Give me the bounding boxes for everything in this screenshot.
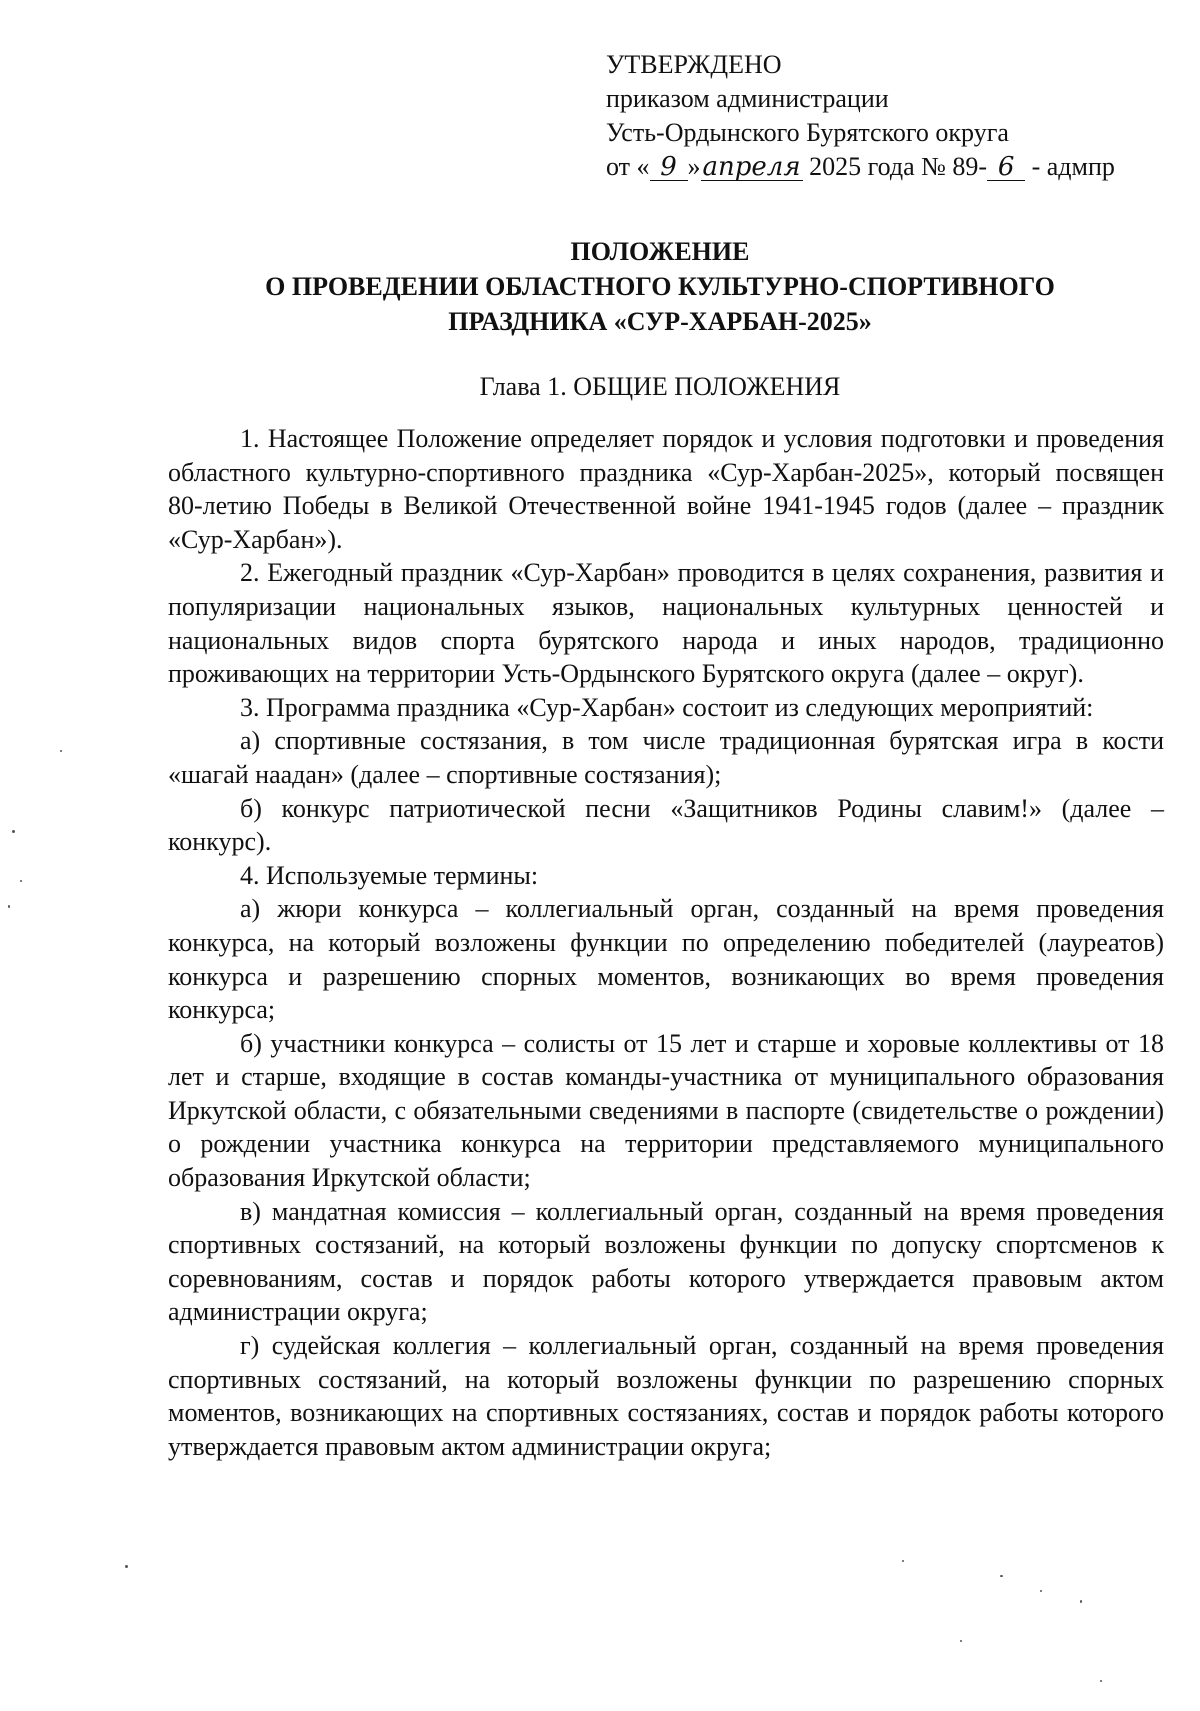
handwritten-day: 9: [650, 154, 688, 181]
paragraph-4b: б) участники конкурса – солисты от 15 лет и старше и хоровые коллективы от 18 лет и старше, входящие в состав команды-участника от муниципального образования Иркутской области, с обязательными сведениями в паспорте (свидетельстве о рождении) о рождении участника конкурса на территории представляемого муниципального образования Иркутской области;: [168, 1028, 1164, 1193]
date-prefix: от «: [606, 152, 650, 181]
scan-speck: [1000, 1575, 1003, 1577]
scan-speck: [1040, 1590, 1042, 1592]
paragraph-3: 3. Программа праздника «Сур-Харбан» состоит из следующих мероприятий:: [240, 692, 1094, 722]
order-suffix: - адмпр: [1025, 152, 1115, 181]
scan-speck: [20, 880, 22, 882]
scan-speck: [8, 905, 10, 908]
paragraph-4c: в) мандатная комиссия – коллегиальный орган, созданный на время проведения спортивных состязаний, на который возложены функции по допуску спортсменов к соревнованиям, состав и порядок работы которого утверждается правовым актом администрации округа;: [168, 1196, 1164, 1327]
title-line-3: ПРАЗДНИКА «СУР-ХАРБАН-2025»: [448, 307, 872, 336]
paragraph-4a: а) жюри конкурса – коллегиальный орган, созданный на время проведения конкурса, на который возложены функции по определению победителей (лауреатов) конкурса и разрешению спорных моментов, возникающих во время проведения конкурса;: [168, 894, 1164, 1025]
paragraph-3b: б) конкурс патриотической песни «Защитников Родины славим!» (далее – конкурс).: [168, 793, 1164, 857]
document-title: [160, 234, 1160, 339]
scan-speck: [1100, 1680, 1102, 1682]
approval-block: [606, 48, 1166, 184]
title-line-1: ПОЛОЖЕНИЕ: [570, 237, 750, 266]
approval-line-order: приказом администрации: [606, 84, 889, 113]
chapter-heading: Глава 1. ОБЩИЕ ПОЛОЖЕНИЯ: [479, 372, 841, 401]
paragraph-1: 1. Настоящее Положение определяет порядок и условия подготовки и проведения областного культурно-спортивного праздника «Сур-Харбан-2025», который посвящен 80-летию Победы в Великой Отечественной войне 1941-1945 годов (далее – праздник «Сур-Харбан»).: [168, 424, 1164, 554]
scan-speck: [125, 1565, 128, 1568]
date-mid: »: [687, 152, 701, 181]
approval-date-line: [606, 150, 1166, 184]
paragraph-4: 4. Используемые термины:: [240, 860, 539, 890]
paragraph-3a: а) спортивные состязания, в том числе традиционная бурятская игра в кости «шагай наадан» (далее – спортивные состязания);: [168, 726, 1164, 789]
handwritten-month: апреля: [702, 152, 801, 182]
scan-speck: [60, 750, 62, 752]
date-suffix: 2025 года № 89-: [802, 152, 988, 181]
scan-speck: [902, 1560, 904, 1562]
document-body: [168, 422, 1164, 1463]
scan-speck: [12, 830, 15, 833]
paragraph-4d: г) судейская коллегия – коллегиальный орган, созданный на время проведения спортивных состязаний, на который возложены функции по разрешению спорных моментов, возникающих на спортивных состязаниях, состав и порядок работы которого утверждается правовым актом администрации округа;: [168, 1331, 1164, 1461]
handwritten-order-number: 6: [987, 154, 1025, 181]
scan-speck: [1080, 1600, 1082, 1603]
paragraph-2: 2. Ежегодный праздник «Сур-Харбан» проводится в целях сохранения, развития и популяризации национальных языков, национальных культурных ценностей и национальных видов спорта бурятского народа и иных народов, традиционно проживающих на территории Усть-Ордынского Бурятского округа (далее – округ).: [168, 558, 1164, 689]
approval-line-administration: Усть-Ордынского Бурятского округа: [606, 118, 1009, 147]
title-line-2: О ПРОВЕДЕНИИ ОБЛАСТНОГО КУЛЬТУРНО-СПОРТИВНОГО: [265, 272, 1055, 301]
approval-heading: УТВЕРЖДЕНО: [606, 50, 782, 79]
scan-speck: [960, 1640, 962, 1642]
